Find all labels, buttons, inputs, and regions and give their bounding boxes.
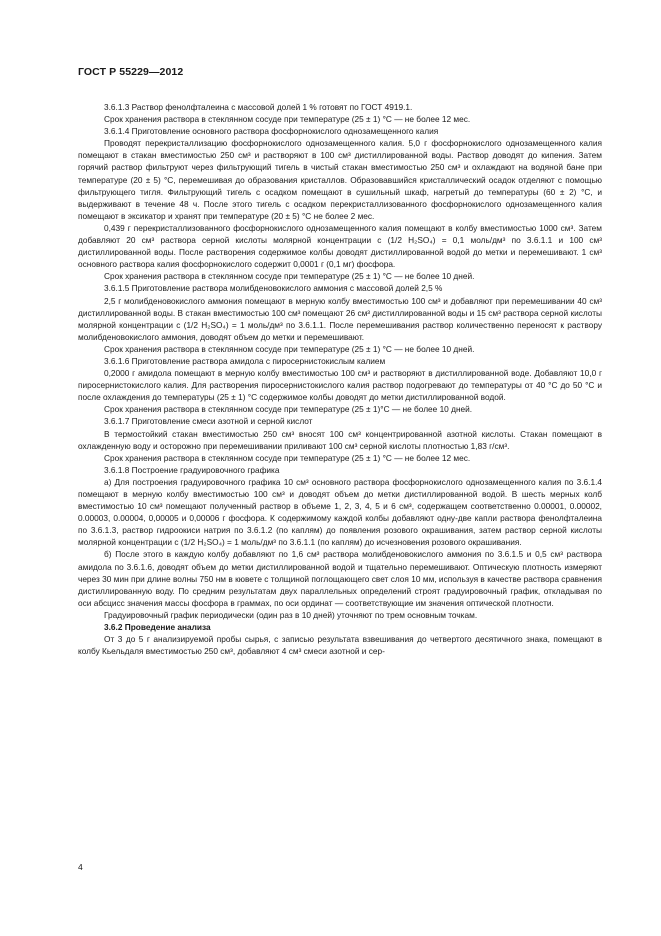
paragraph: От 3 до 5 г анализируемой пробы сырья, с записью результата взвешивания до четвертого десятичного знака, помещают в колбу Кьельдаля вместимостью 250 см³, добавляют 4 см³ смеси азотной и сер-	[78, 634, 602, 657]
section-heading: 3.6.2 Проведение анализа	[104, 622, 211, 633]
paragraph: 3.6.1.3 Раствор фенолфталеина с массовой долей 1 % готовят по ГОСТ 4919.1.	[104, 102, 413, 112]
paragraph: 2,5 г молибденовокислого аммония помещают в мерную колбу вместимостью 100 см³ и добавляют при перемешивании 40 см³ дистиллированной воды. В стакан вместимостью 100 см³ помещают 26 см³ дистиллированной воды и 15 см³ раствора серной кислоты молярной концентрации с (1/2 H₂SO₄) = 1 моль/дм³ по 3.6.1.1. После перемешивания раствор количественно переносят к раствору молибденовокислого аммония, доводят объем до метки и перемешивают.	[78, 295, 602, 342]
paragraph: а) Для построения градуировочного графика 10 см³ основного раствора фосфорнокислого однозамещенного калия по 3.6.1.4 помещают в мерную колбу вместимостью 100 см³ и доводят объем до метки дистиллированной водой. В шесть мерных колб вместимостью 10 см³ помещают полученный раствор в объеме 1, 2, 3, 4, 5 и 6 см³, содержащем соответственно 0.00001, 0.00002, 0.00003, 0.00004, 0,00005 и 0,00006 г фосфора. К содержимому каждой колбы добавляют одну-две капли раствора фенолфталеина по 3.6.1.3, раствор гидроокиси натрия по 3.6.1.2 (по каплям) до появления розового окрашивания, затем раствор серной кислоты молярной концентрации с (1/2 H₂SO₄) = 1 моль/дм³ по 3.6.1.1 (по каплям) до исчезновения розового окрашивания.	[78, 476, 602, 548]
paragraph: Срок хранения раствора в стеклянном сосуде при температуре (25 ± 1)°С — не более 10 дней.	[104, 404, 473, 415]
paragraph: Срок хранения раствора в стеклянном сосуде при температуре (25 ± 1) °С — не более 10 дней.	[104, 271, 475, 282]
paragraph: 3.6.1.4 Приготовление основного раствора фосфорнокислого однозамещенного калия	[104, 126, 439, 137]
paragraph: Срок хранения раствора в стеклянном сосуде при температуре (25 ± 1) °С — не более 10 дней.	[104, 343, 475, 354]
page-number: 4	[78, 862, 83, 872]
paragraph: 3.6.1.5 Приготовление раствора молибденовокислого аммония с массовой долей 2,5 %	[104, 283, 443, 294]
paragraph: Срок хранения раствора в стеклянном сосуде при температуре (25 ± 1) °С — не более 12 мес.	[104, 114, 471, 125]
paragraph: 3.6.1.6 Приготовление раствора амидола с пиросернистокислым калием	[104, 355, 386, 366]
paragraph: 0,2000 г амидола помещают в мерную колбу вместимостью 100 см³ и растворяют в дистиллированной воде. Добавляют 10,0 г пиросернистокислого калия. Для растворения пиросернистокислого калия раствор подогревают до температуры от 40 °С до 50 °С и после охлаждения до температуры (25 ± 1) °С содержимое колбы доводят до метки дистиллированной водой.	[78, 368, 602, 403]
document-header: ГОСТ Р 55229—2012	[78, 66, 184, 78]
paragraph: 3.6.1.7 Приготовление смеси азотной и серной кислот	[104, 416, 313, 427]
paragraph: В термостойкий стакан вместимостью 250 см³ вносят 100 см³ концентрированной азотной кислоты. Стакан помещают в охлажденную воду и осторожно при перемешивании приливают 100 см³ серной кислоты плотностью 1,83 г/см³.	[78, 428, 602, 451]
paragraph: б) После этого в каждую колбу добавляют по 1,6 см³ раствора молибденовокислого аммония по 3.6.1.5 и 0,5 см³ раствора амидола по 3.6.1.6, доводят объем до метки дистиллированной водой и тщательно перемешивают. Оптическую плотность измеряют через 30 мин при длине волны 750 нм в кювете с толщиной поглощающего свет слоя 10 мм, используя в качестве раствора сравнения дистиллированную воду. По средним результатам двух параллельных определений строят градуировочный график, откладывая по оси абсцисс значения массы фосфора в граммах, по оси ординат — соответствующие им значения оптической плотности.	[78, 549, 602, 608]
paragraph: Градуировочный график периодически (один раз в 10 дней) уточняют по трем основным точкам.	[104, 609, 478, 620]
paragraph: 0,439 г перекристаллизованного фосфорнокислого однозамещенного калия помещают в колбу вместимостью 1000 см³. Затем добавляют 20 см³ раствора серной кислоты молярной концентрации с (1/2 H₂SO₄) = 0,1 моль/дм³ по 3.6.1.1 и 100 см³ дистиллированной воды. После растворения содержимое колбы доводят дистиллированной водой до метки и перемешивают. 1 см³ основного раствора калия фосфорнокислого содержит 0,0001 г (0,1 мг) фосфора.	[78, 222, 602, 270]
paragraph: Срок хранения раствора в стеклянном сосуде при температуре (25 ± 1) °С — не более 12 мес.	[104, 452, 471, 463]
paragraph: 3.6.1.8 Построение градуировочного графика	[104, 464, 280, 475]
paragraph: Проводят перекристаллизацию фосфорнокислого однозамещенного калия. 5,0 г фосфорнокислого однозамещенного калия помещают в стакан вместимостью 250 см³ и растворяют в 100 см³ дистиллированной воды. Раствор доводят до кипения. Затем горячий раствор фильтруют через фильтрующий тигель в чистый стакан вместимостью 250 см³ и охлаждают на водяной бане при температуре (20 ± 5) °С, перемешивая до образования кристаллов. Образовавшийся кристаллический осадок отделяют с помощью фильтрующего тигля. Фильтрующий тигель с осадком помещают в сушильный шкаф, нагретый до температуры (60 ± 2) °С, и выдерживают в течение 48 ч. После этого тигель с осадком перекристаллизованного фосфорнокислого однозамещенного калия помещают в эксикатор и хранят при температуре (20 ± 5) °С не более 2 мес.	[78, 138, 602, 221]
document-body	[78, 101, 602, 657]
